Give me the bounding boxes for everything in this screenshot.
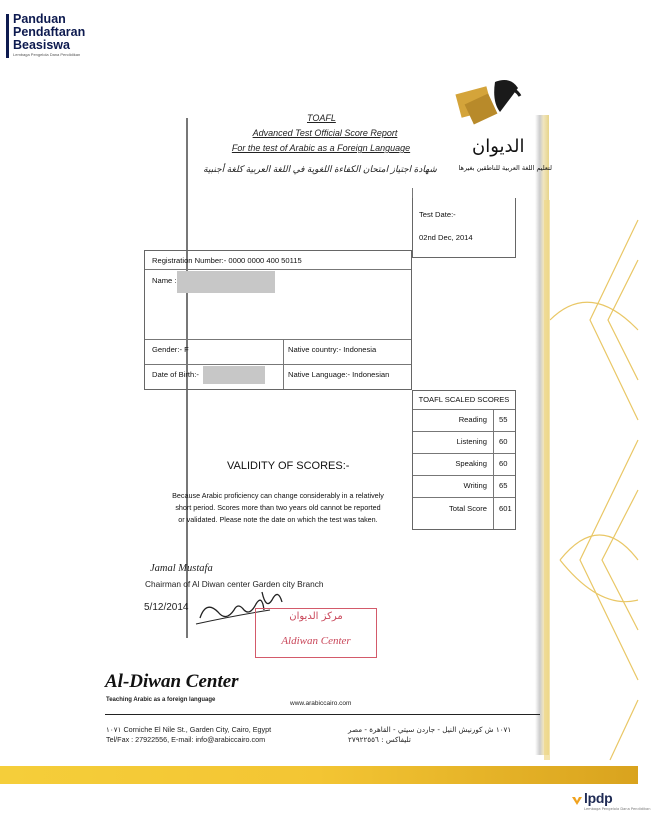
gender: Gender:- F	[152, 345, 189, 354]
registration-number: Registration Number:- 0000 0000 400 50115	[152, 256, 302, 265]
stamp-english-text: Aldiwan Center	[281, 635, 351, 647]
dob-label: Date of Birth:-	[152, 370, 199, 379]
validity-text	[147, 490, 409, 526]
report-title: Advanced Test Official Score Report	[252, 128, 398, 138]
dob-redacted	[203, 366, 265, 384]
address-en-line-1: ١٠٧١ Corniche El Nile St., Garden City, Cairo, Egypt	[106, 725, 272, 734]
validity-line-1: Because Arabic proficiency can change considerably in a relatively	[172, 491, 384, 500]
address-ar-line-2: تليفاكس : ٢٧٩٢٢٥٥٦	[348, 735, 411, 744]
score-label-writing: Writing	[463, 481, 487, 490]
score-label-listening: Listening	[456, 437, 487, 446]
arabic-title: شهادة اجتياز امتحان الكفاءة اللغوية في اللغة العربية كلغة أجنبية	[203, 164, 437, 174]
address-ar-line-1: ١٠٧١ ش كورنيش النيل - جاردن سيتي - القاهرة - مصر	[348, 725, 512, 734]
name-redacted	[177, 271, 275, 293]
candidate-info-table	[144, 250, 412, 390]
test-date-box	[412, 198, 516, 258]
scores-table	[412, 390, 516, 530]
lpdp-logo-icon	[571, 794, 583, 806]
official-stamp	[255, 608, 377, 658]
aldiwan-logo	[450, 72, 540, 167]
certificate-title: TOAFL	[307, 113, 336, 123]
score-value-listening: 60	[499, 437, 508, 446]
signer-title: Chairman of Al Diwan center Garden city Branch	[145, 579, 324, 589]
score-label-reading: Reading	[458, 415, 487, 424]
report-subtitle: For the test of Arabic as a Foreign Language	[231, 143, 411, 153]
test-date-label: Test Date:-	[419, 210, 456, 219]
name-label: Name :	[152, 276, 177, 285]
address-en-line-2: Tel/Fax : 27922556, E-mail: info@arabiccairo.com	[106, 735, 266, 744]
lpdp-logo-text: lpdp	[584, 790, 613, 806]
score-label-speaking: Speaking	[455, 459, 487, 468]
center-divider	[105, 714, 540, 715]
score-value-writing: 65	[499, 481, 508, 490]
center-tagline: Teaching Arabic as a foreign language	[106, 697, 216, 703]
sign-date: 5/12/2014	[144, 602, 189, 613]
brand-logo	[13, 13, 85, 58]
scores-header: TOAFL SCALED SCORES	[418, 395, 510, 404]
brand-subtitle: Lembaga Pengelola Dana Pendidikan	[13, 52, 81, 57]
footer-gold-band	[0, 766, 638, 784]
score-value-speaking: 60	[499, 459, 508, 468]
brand-line-3: Beasiswa	[13, 38, 70, 52]
score-value-reading: 55	[499, 415, 508, 424]
signer-name: Jamal Mustafa	[150, 563, 213, 574]
native-country: Native country:- Indonesia	[288, 345, 377, 354]
brand-accent-bar	[6, 14, 9, 58]
brand-line-2: Pendaftaran	[13, 25, 86, 39]
validity-title: VALIDITY OF SCORES:-	[227, 460, 350, 472]
decorative-pattern	[530, 200, 638, 760]
validity-line-2: short period. Scores more than two years old cannot be reported	[175, 503, 381, 512]
test-date-value: 02nd Dec, 2014	[419, 233, 473, 242]
stamp-arabic-text: مركز الديوان	[289, 611, 343, 622]
logo-tagline: لتعليم اللغة العربية للناطقين بغيرها	[458, 164, 552, 172]
address-arabic	[348, 725, 538, 745]
validity-line-3: or validated. Please note the date on which the test was taken.	[178, 515, 378, 524]
address-english	[106, 725, 271, 745]
score-value-total: 601	[499, 504, 512, 513]
brand-line-1: Panduan	[13, 12, 66, 26]
center-name: Al-Diwan Center	[105, 671, 239, 692]
lpdp-subtitle: Lembaga Pengelola Dana Pendidikan	[584, 807, 651, 811]
center-url: www.arabiccairo.com	[290, 700, 352, 707]
native-language: Native Language:- Indonesian	[288, 370, 390, 379]
logo-arabic-text: الديوان	[472, 136, 525, 157]
score-label-total: Total Score	[449, 504, 487, 513]
